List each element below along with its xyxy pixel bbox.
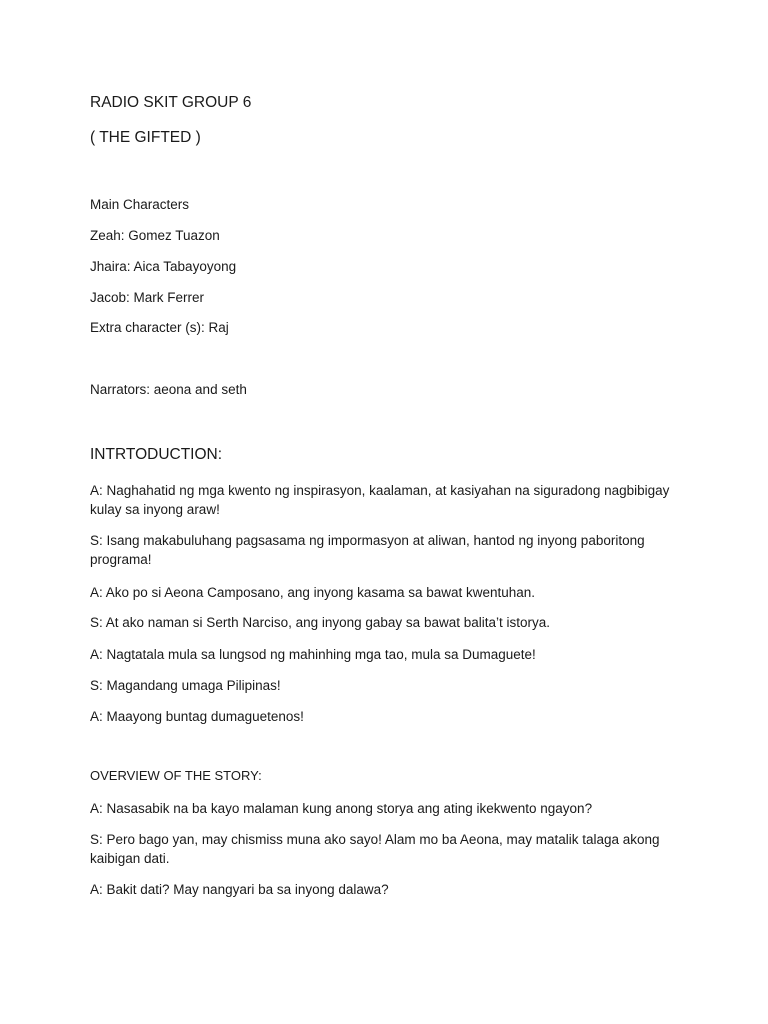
dialogue-line: S: Magandang umaga Pilipinas! bbox=[90, 678, 281, 693]
document-subtitle: ( THE GIFTED ) bbox=[90, 129, 201, 146]
cast-member: Jacob: Mark Ferrer bbox=[90, 290, 205, 305]
overview-heading: OVERVIEW OF THE STORY: bbox=[90, 768, 262, 783]
dialogue-line: A: Naghahatid ng mga kwento ng inspirasyon, kaalaman, at kasiyahan na siguradong nagbibigay kulay sa inyong araw! bbox=[90, 483, 670, 517]
cast-member: Zeah: Gomez Tuazon bbox=[90, 228, 220, 243]
cast-heading: Main Characters bbox=[90, 197, 190, 212]
narrators-line: Narrators: aeona and seth bbox=[90, 382, 247, 397]
cast-member: Extra character (s): Raj bbox=[90, 320, 229, 335]
introduction-heading: INTRTODUCTION: bbox=[90, 446, 223, 463]
dialogue-line: S: Pero bago yan, may chismiss muna ako sayo! Alam mo ba Aeona, may matalik talaga akong kaibigan dati. bbox=[90, 832, 660, 866]
dialogue-line: S: Isang makabuluhang pagsasama ng impormasyon at aliwan, hantod ng inyong paboritong programa! bbox=[90, 533, 645, 567]
document-title: RADIO SKIT GROUP 6 bbox=[90, 94, 252, 111]
dialogue-line: S: At ako naman si Serth Narciso, ang inyong gabay sa bawat balita’t istorya. bbox=[90, 615, 551, 630]
cast-member: Jhaira: Aica Tabayoyong bbox=[90, 259, 237, 274]
dialogue-line: A: Maayong buntag dumaguetenos! bbox=[90, 709, 304, 724]
dialogue-line: A: Ako po si Aeona Camposano, ang inyong kasama sa bawat kwentuhan. bbox=[90, 585, 536, 600]
dialogue-line: A: Nagtatala mula sa lungsod ng mahinhing mga tao, mula sa Dumaguete! bbox=[90, 647, 536, 662]
dialogue-line: A: Bakit dati? May nangyari ba sa inyong dalawa? bbox=[90, 882, 389, 897]
dialogue-line: A: Nasasabik na ba kayo malaman kung anong storya ang ating ikekwento ngayon? bbox=[90, 801, 593, 816]
